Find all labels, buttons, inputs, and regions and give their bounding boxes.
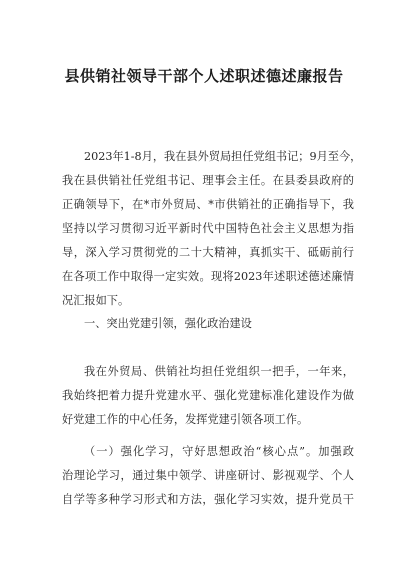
section-heading <box>62 312 354 336</box>
paragraph-line: 况汇报如下。 <box>62 294 130 307</box>
section-paragraph <box>62 360 354 432</box>
paragraph-line: 2023年1-8月，我在县外贸局担任党组书记；9月至今， <box>84 150 362 163</box>
subsection-paragraph <box>62 440 354 512</box>
paragraph-line: 导，深入学习贯彻党的二十大精神，真抓实干、砥砺前行 <box>62 246 354 259</box>
paragraph-line: 正确领导下，在*市外贸局、*市供销社的正确指导下，我 <box>62 198 354 211</box>
paragraph-line: 自学等多种学习形式和方法，强化学习实效，提升党员干 <box>62 493 354 506</box>
paragraph-line: 坚持以学习贯彻习近平新时代中国特色社会主义思想为指 <box>62 222 354 235</box>
paragraph-line: 我在县供销社任党组书记、理事会主任。在县委县政府的 <box>62 174 354 187</box>
document-title: 县供销社领导干部个人述职述德述廉报告 <box>64 67 344 85</box>
paragraph-line: 我始终把着力提升党建水平、强化党建标准化建设作为做 <box>62 389 354 402</box>
section-heading-text: 一、突出党建引领，强化政治建设 <box>84 317 252 330</box>
paragraph-line: 在各项工作中取得一定实效。现将2023年述职述德述廉情 <box>62 270 354 283</box>
paragraph-line: 我在外贸局、供销社均担任党组织一把手，一年来， <box>84 365 354 378</box>
paragraph-line: 好党建工作的中心任务，发挥党建引领各项工作。 <box>62 413 309 426</box>
paragraph-line: 治理论学习，通过集中领学、讲座研讨、影视观学、个人 <box>62 469 354 482</box>
intro-paragraph <box>62 145 362 313</box>
paragraph-line: （一）强化学习，守好思想政治“核心点”。加强政 <box>84 445 354 458</box>
